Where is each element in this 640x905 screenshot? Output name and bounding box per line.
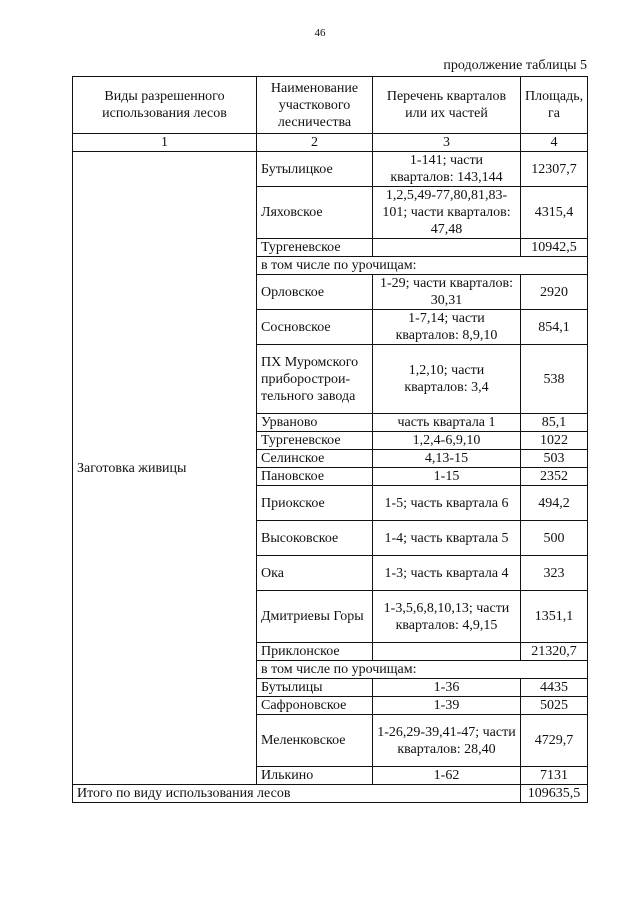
quarters-cell: 1-15 (373, 468, 521, 486)
table-body (73, 152, 588, 785)
table-continuation-note: продолжение таблицы 5 (443, 58, 587, 73)
forestry-name-cell: Тургеневское (257, 239, 373, 257)
forestry-name-cell: Меленковское (257, 715, 373, 767)
quarters-cell: 1-26,29-39,41-47; части кварталов: 28,40 (373, 715, 521, 767)
area-cell: 1022 (521, 432, 588, 450)
area-cell: 494,2 (521, 486, 588, 521)
column-number: 1 (73, 134, 257, 152)
area-cell: 1351,1 (521, 591, 588, 643)
quarters-cell: 1-3; часть квартала 4 (373, 556, 521, 591)
quarters-cell (373, 239, 521, 257)
column-number: 3 (373, 134, 521, 152)
area-cell: 2920 (521, 275, 588, 310)
forestry-name-cell: Ока (257, 556, 373, 591)
area-cell: 85,1 (521, 414, 588, 432)
quarters-cell: 1-5; часть квартала 6 (373, 486, 521, 521)
forestry-name-cell: Илькино (257, 767, 373, 785)
quarters-cell: 1-4; часть квартала 5 (373, 521, 521, 556)
forestry-name-cell: Ляховское (257, 187, 373, 239)
forestry-name-cell: Селинское (257, 450, 373, 468)
quarters-cell: 1-3,5,6,8,10,13; части кварталов: 4,9,15 (373, 591, 521, 643)
quarters-cell: 1,2,4-6,9,10 (373, 432, 521, 450)
forestry-name-cell: Бутылицкое (257, 152, 373, 187)
area-cell: 10942,5 (521, 239, 588, 257)
table-row (73, 152, 588, 187)
area-cell: 323 (521, 556, 588, 591)
quarters-cell: 1-7,14; части кварталов: 8,9,10 (373, 310, 521, 345)
forestry-name-cell: Сафроновское (257, 697, 373, 715)
quarters-cell: 1-36 (373, 679, 521, 697)
forestry-name-cell: Высоковское (257, 521, 373, 556)
area-cell: 5025 (521, 697, 588, 715)
forestry-name-cell: Приклонское (257, 643, 373, 661)
area-cell: 503 (521, 450, 588, 468)
area-cell: 7131 (521, 767, 588, 785)
header-forestry: Наименование участкового лесничества (257, 77, 373, 134)
forestry-name-cell: Орловское (257, 275, 373, 310)
quarters-cell: 1,2,10; части кварталов: 3,4 (373, 345, 521, 414)
forestry-name-cell: ПХ Муромского приборострои-тельного завода (257, 345, 373, 414)
page-number: 46 (314, 27, 326, 39)
quarters-cell: 1-29; части кварталов: 30,31 (373, 275, 521, 310)
forestry-name-cell: Тургеневское (257, 432, 373, 450)
area-cell: 538 (521, 345, 588, 414)
forestry-name-cell: Урваново (257, 414, 373, 432)
column-number: 4 (521, 134, 588, 152)
subheader-cell: в том числе по урочищам: (257, 661, 588, 679)
area-cell: 2352 (521, 468, 588, 486)
area-cell: 500 (521, 521, 588, 556)
area-cell: 4435 (521, 679, 588, 697)
quarters-cell: 1-141; части кварталов: 143,144 (373, 152, 521, 187)
forestry-name-cell: Дмитриевы Горы (257, 591, 373, 643)
quarters-cell: часть квартала 1 (373, 414, 521, 432)
forest-use-table (72, 76, 588, 803)
subheader-cell: в том числе по урочищам: (257, 257, 588, 275)
table-header-row (73, 77, 588, 134)
use-type-cell: Заготовка живицы (73, 152, 257, 785)
forestry-name-cell: Бутылицы (257, 679, 373, 697)
column-number: 2 (257, 134, 373, 152)
area-cell: 854,1 (521, 310, 588, 345)
column-number-row (73, 134, 588, 152)
area-cell: 4315,4 (521, 187, 588, 239)
total-row (73, 785, 588, 803)
header-use-type: Виды разрешенного использования лесов (73, 77, 257, 134)
quarters-cell: 1-62 (373, 767, 521, 785)
header-area: Площадь, га (521, 77, 588, 134)
forestry-name-cell: Приокское (257, 486, 373, 521)
total-area: 109635,5 (521, 785, 588, 803)
header-quarters: Перечень кварталов или их частей (373, 77, 521, 134)
area-cell: 21320,7 (521, 643, 588, 661)
quarters-cell (373, 643, 521, 661)
quarters-cell: 1-39 (373, 697, 521, 715)
area-cell: 12307,7 (521, 152, 588, 187)
forestry-name-cell: Сосновское (257, 310, 373, 345)
quarters-cell: 1,2,5,49-77,80,81,83-101; части кварталов: 47,48 (373, 187, 521, 239)
area-cell: 4729,7 (521, 715, 588, 767)
forestry-name-cell: Пановское (257, 468, 373, 486)
quarters-cell: 4,13-15 (373, 450, 521, 468)
total-label: Итого по виду использования лесов (73, 785, 521, 803)
